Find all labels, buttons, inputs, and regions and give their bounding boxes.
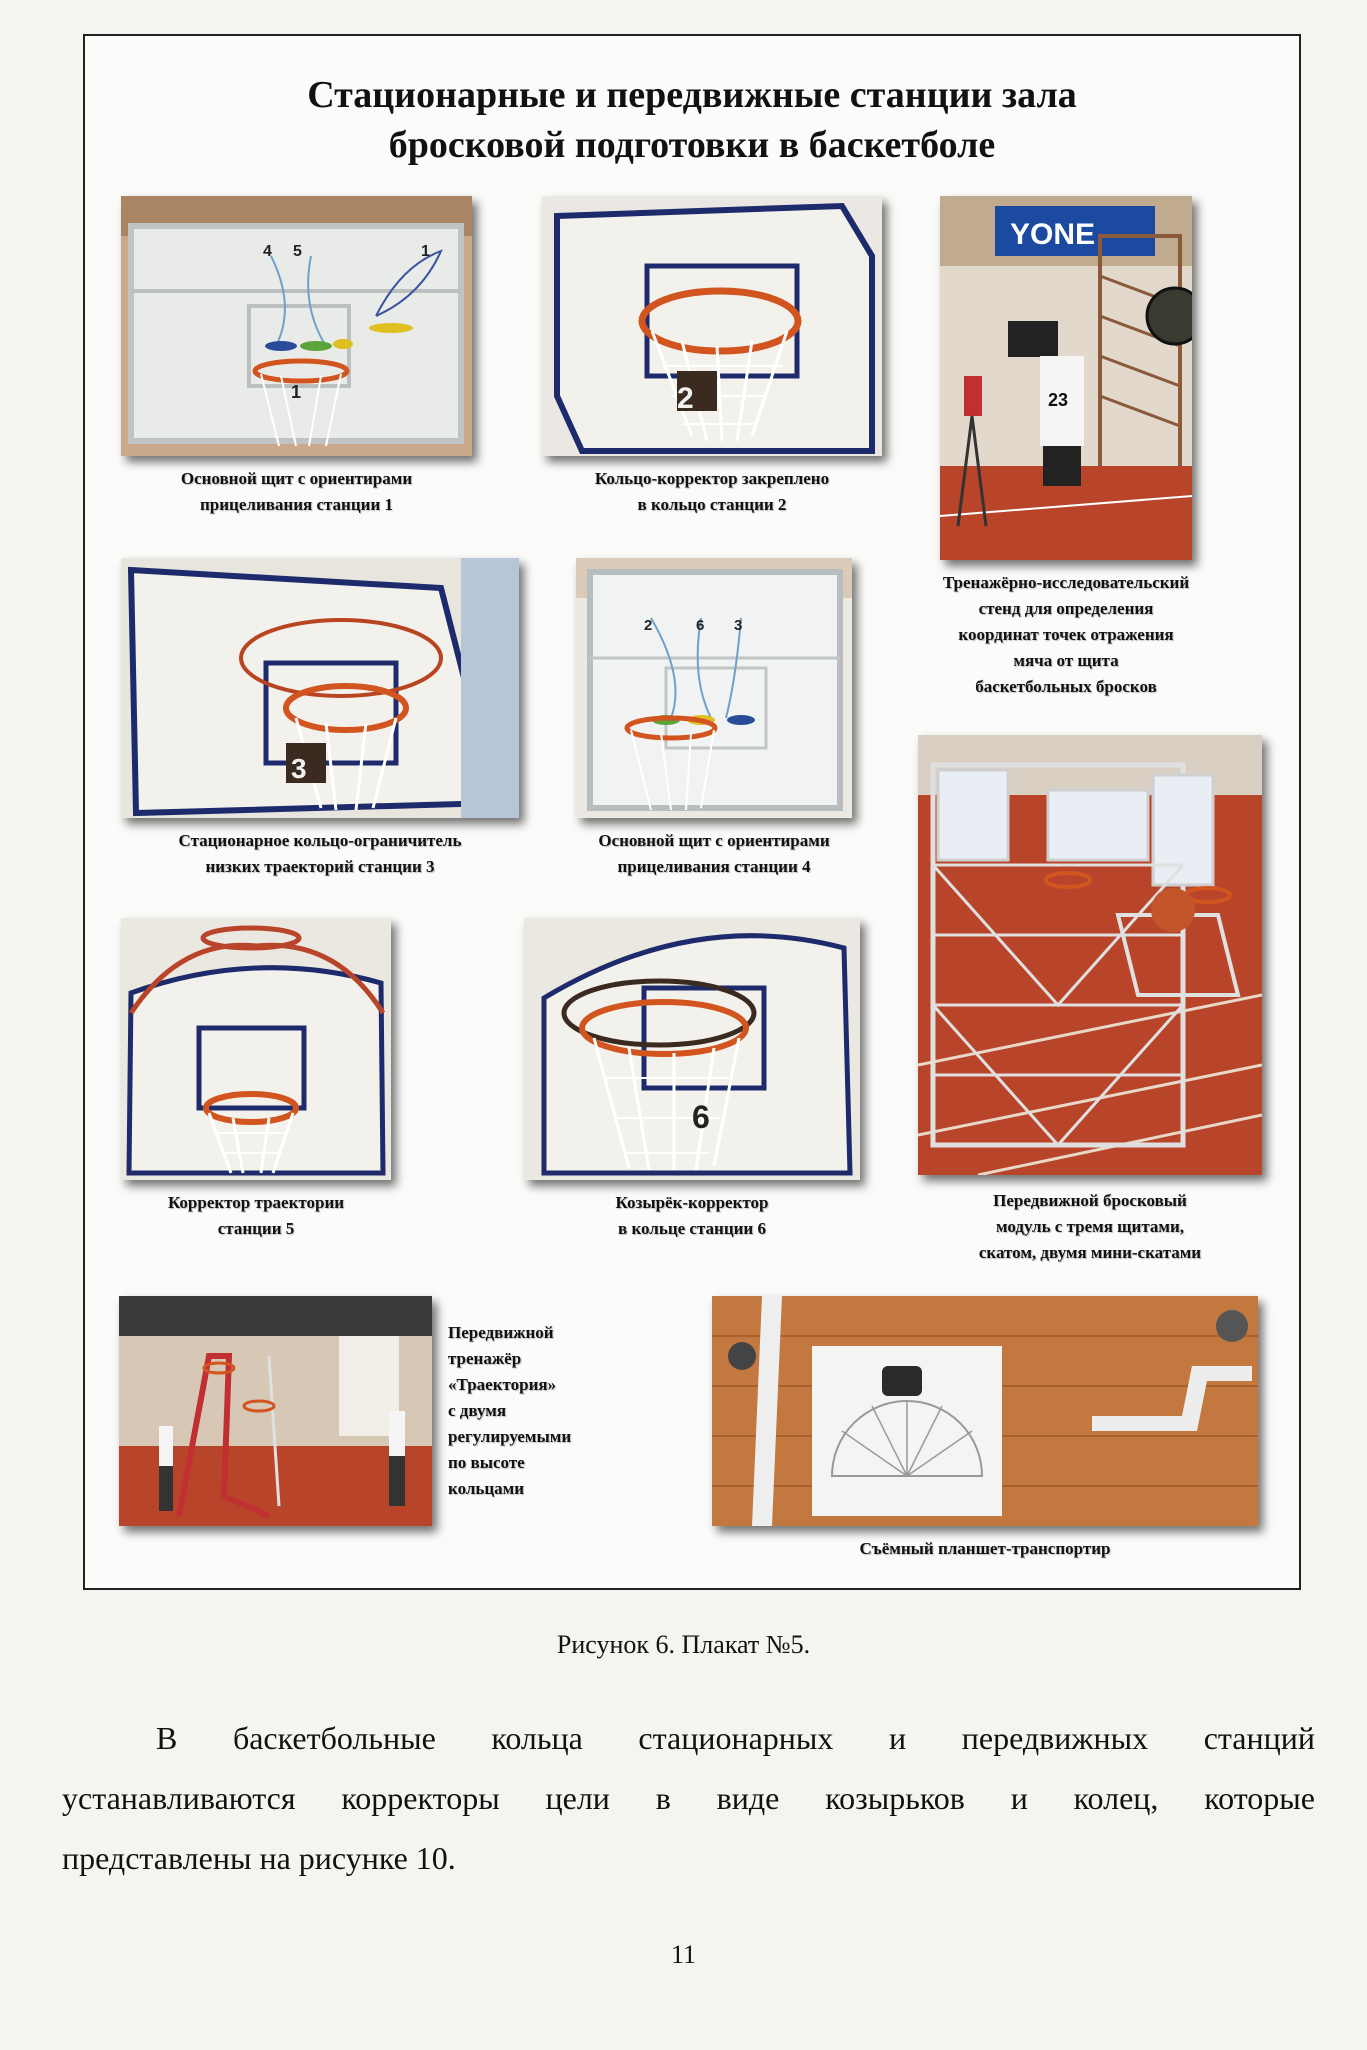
caption-station4: [560, 828, 868, 880]
photo-protractor-tablet: [712, 1296, 1258, 1526]
caption-line: Передвижной бросковый: [993, 1191, 1187, 1210]
photo-trajectory-trainer: [119, 1296, 432, 1526]
p5-num-b: 6: [696, 617, 705, 634]
p7-station: 6: [692, 1099, 710, 1135]
caption-line: Козырёк-корректор: [615, 1193, 769, 1212]
caption-line: баскетбольных бросков: [975, 677, 1157, 696]
caption-line: модуль с тремя щитами,: [995, 1217, 1185, 1236]
photo-station3-limiter: [121, 558, 519, 818]
caption-line: низких траекторий станции 3: [205, 857, 435, 876]
caption-line: мяча от щита: [1013, 651, 1119, 670]
caption-line: в кольце станции 6: [618, 1219, 766, 1238]
caption-line: «Траектория»: [448, 1375, 557, 1394]
page-number: 11: [670, 1940, 697, 1969]
p1-num-c: 1: [421, 243, 430, 260]
caption-station1: [121, 466, 472, 518]
caption-line: скатом, двумя мини-скатами: [978, 1243, 1202, 1262]
caption-line: Передвижной: [448, 1323, 554, 1342]
caption-line: Корректор траектории: [167, 1193, 345, 1212]
caption-line: Основной щит с ориентирами: [598, 831, 830, 850]
caption-line: по высоте: [448, 1453, 525, 1472]
caption-line: в кольцо станции 2: [637, 495, 787, 514]
caption-line: прицеливания станции 4: [617, 857, 811, 876]
p1-num-b: 5: [293, 243, 302, 260]
caption-line: тренажёр: [448, 1349, 522, 1368]
p4-station: 3: [291, 753, 307, 784]
caption-line: кольцами: [448, 1479, 525, 1498]
paragraph-line: представлены на рисунке 10.: [62, 1840, 456, 1876]
p5-num-a: 2: [644, 617, 653, 634]
p1-num-a: 4: [263, 243, 272, 260]
caption-line: координат точек отражения: [958, 625, 1174, 644]
caption-line: Тренажёрно-исследовательский: [942, 573, 1190, 592]
caption-line: Основной щит с ориентирами: [180, 469, 413, 488]
p5-num-c: 3: [734, 617, 743, 634]
caption-protractor-tablet: [712, 1536, 1258, 1562]
photo-station2-ring: [542, 196, 882, 456]
photo-station6-visor: [524, 918, 860, 1180]
caption-line: регулируемыми: [448, 1427, 572, 1446]
p3-jersey: 23: [1048, 390, 1069, 410]
p1-station: 1: [291, 382, 302, 402]
caption-research-stand: [928, 570, 1204, 700]
photo-station5-corrector: [121, 918, 391, 1180]
p2-station: 2: [677, 382, 694, 415]
p3-banner: YONE: [1010, 218, 1096, 251]
caption-line: Кольцо-корректор закреплено: [594, 469, 830, 488]
body-paragraph: [62, 1708, 1315, 1888]
caption-line: Съёмный планшет-транспортир: [859, 1539, 1111, 1558]
photo-station4-backboard: [576, 558, 852, 818]
caption-mobile-module: [918, 1188, 1262, 1266]
caption-line: стенд для определения: [978, 599, 1154, 618]
figure-caption: Рисунок 6. Плакат №5.: [556, 1630, 811, 1659]
poster-title: [85, 70, 1299, 170]
caption-station6: [524, 1190, 860, 1242]
photo-mobile-module: [918, 735, 1262, 1175]
photo-research-stand: [940, 196, 1192, 560]
caption-line: с двумя: [448, 1401, 507, 1420]
caption-line: станции 5: [217, 1219, 295, 1238]
caption-line: прицеливания станции 1: [200, 495, 393, 514]
paragraph-line: устанавливаются корректоры цели в виде козырьков и колец, которые: [62, 1780, 1315, 1816]
caption-station2: [542, 466, 882, 518]
caption-station3: [121, 828, 519, 880]
caption-station5: [121, 1190, 391, 1242]
poster-title-line1: Стационарные и передвижные станции зала: [307, 74, 1077, 116]
caption-line: Стационарное кольцо-ограничитель: [178, 831, 462, 850]
caption-trajectory-trainer: [448, 1320, 618, 1502]
photo-station1-backboard: [121, 196, 472, 456]
paragraph-line: В баскетбольные кольца стационарных и передвижных станций: [156, 1720, 1315, 1756]
poster-title-line2: бросковой подготовки в баскетболе: [388, 124, 996, 166]
